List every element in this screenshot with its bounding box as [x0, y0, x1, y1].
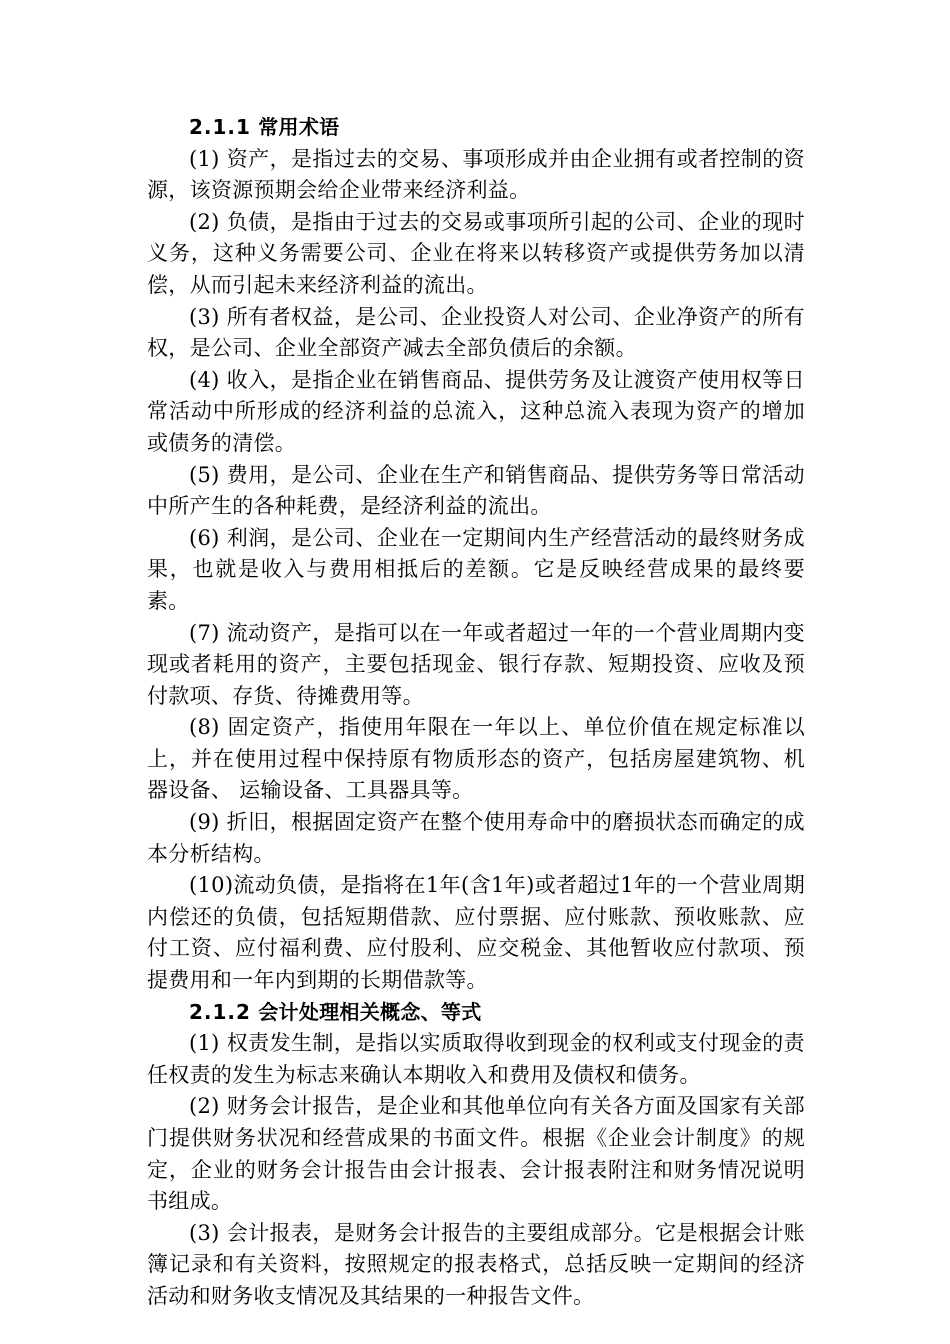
section-heading [147, 112, 805, 144]
paragraph: (4) 收入，是指企业在销售商品、提供劳务及让渡资产使用权等日常活动中所形成的经济利益的总流入，这种总流入表现为资产的增加或债务的清偿。 [147, 367, 805, 455]
section-title: 常用术语 [258, 115, 340, 139]
paragraph: (2) 负债，是指由于过去的交易或事项所引起的公司、企业的现时义务，这种义务需要公司、企业在将来以转移资产或提供劳务加以清偿，从而引起未来经济利益的流出。 [147, 209, 805, 297]
section-heading [147, 997, 805, 1029]
section-title: 会计处理相关概念、等式 [258, 999, 482, 1024]
paragraph: (5) 费用，是公司、企业在生产和销售商品、提供劳务等日常活动中所产生的各种耗费，是经济利益的流出。 [147, 462, 805, 519]
paragraph: (3) 会计报表，是财务会计报告的主要组成部分。它是根据会计账簿记录和有关资料，按照规定的报表格式，总括反映一定期间的经济活动和财务收支情况及其结果的一种报告文件。 [147, 1220, 805, 1308]
paragraph: (7) 流动资产，是指可以在一年或者超过一年的一个营业周期内变现或者耗用的资产，主要包括现金、银行存款、短期投资、应收及预付款项、存货、待摊费用等。 [147, 620, 805, 708]
section-number: 2.1.1 [189, 115, 251, 139]
paragraph: (1) 资产，是指过去的交易、事项形成并由企业拥有或者控制的资源，该资源预期会给企业带来经济利益。 [147, 146, 805, 203]
paragraph: (6) 利润，是公司、企业在一定期间内生产经营活动的最终财务成果，也就是收入与费用相抵后的差额。它是反映经营成果的最终要素。 [147, 525, 805, 613]
document-body [147, 112, 805, 1313]
paragraph: (1) 权责发生制，是指以实质取得收到现金的权利或支付现金的责任权责的发生为标志来确认本期收入和费用及债权和债务。 [147, 1031, 805, 1087]
paragraph: (3) 所有者权益，是公司、企业投资人对公司、企业净资产的所有权，是公司、企业全部资产减去全部负债后的余额。 [147, 304, 805, 361]
section-number: 2.1.2 [189, 999, 251, 1024]
paragraph: (10)流动负债，是指将在1年(含1年)或者超过1年的一个营业周期内偿还的负债，包括短期借款、应付票据、应付账款、预收账款、应付工资、应付福利费、应付股利、应交税金、其他暂收应付款项、预提费用和一年内到期的长期借款等。 [147, 873, 805, 993]
paragraph: (2) 财务会计报告，是企业和其他单位向有关各方面及国家有关部门提供财务状况和经营成果的书面文件。根据《企业会计制度》的规定，企业的财务会计报告由会计报表、会计报表附注和财务情况说明书组成。 [147, 1094, 805, 1214]
paragraph: (8) 固定资产，指使用年限在一年以上、单位价值在规定标准以上，并在使用过程中保持原有物质形态的资产，包括房屋建筑物、机器设备、 运输设备、工具器具等。 [147, 715, 805, 803]
paragraph: (9) 折旧，根据固定资产在整个使用寿命中的磨损状态而确定的成本分析结构。 [147, 810, 805, 866]
